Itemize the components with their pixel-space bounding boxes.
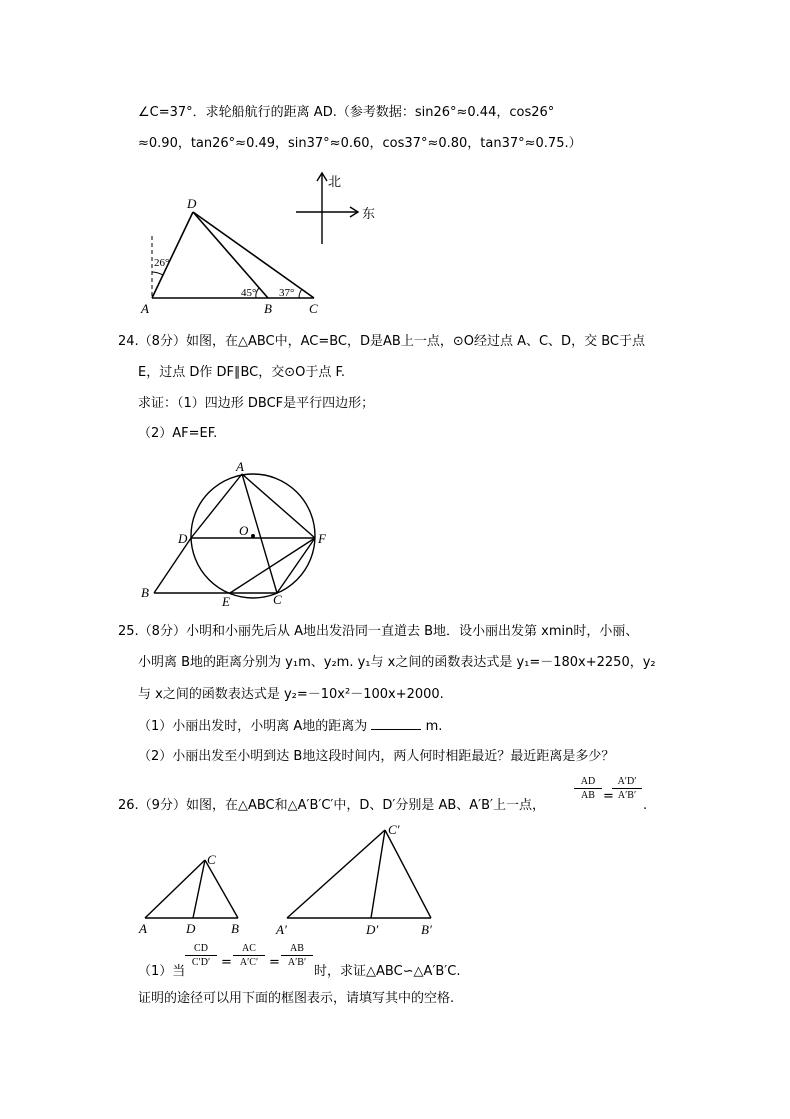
q26-label-D-prime: D′ [366,922,379,937]
east-label: 东 [362,206,376,221]
q24-label-D: D [178,531,188,546]
q24-line-4: （2）AF=EF. [138,426,218,441]
q26-fraction-ac: $\frac{AC}{A'C'}$ [233,943,265,968]
q23-angle-26: 26° [154,257,170,269]
q25-part1-text: （1）小丽出发时，小明离 A地的距离为 [138,719,368,734]
q24-label-C: C [273,592,282,607]
q24-label-E: E [222,594,230,609]
q23-label-D: D [187,196,197,211]
q26-line-1: 26.（9分）如图，在△ABC和△A′B′C′中，D、D′分别是 AB、A′B′上一点， [118,798,545,813]
q25-line-1: 25.（8分）小明和小丽先后从 A地出发沿同一直道去 B地．设小丽出发第 xmin时，小丽、 [118,624,639,639]
q25-line-5: （2）小丽出发至小明到达 B地这段时间内，两人何时相距最近？最近距离是多少？ [138,749,615,764]
q26-eq-1: = [221,955,232,970]
q26-part1-prefix: （1）当 [138,964,186,979]
q23-angle-37: 37° [279,287,295,299]
q23-angle-45: 45° [241,287,257,299]
q26-eq-2: = [269,955,280,970]
q26-line-3: 证明的途径可以用下面的框图表示，请填写其中的空格. [138,991,455,1006]
q26-label-A-prime: A′ [276,922,287,937]
q24-line-3: 求证：（1）四边形 DBCF是平行四边形； [138,396,375,411]
north-label: 北 [328,174,342,189]
q26-label-B-prime: B′ [421,922,432,937]
q23-line-2: ≈0.90，tan26°≈0.49，sin37°≈0.60，cos37°≈0.80，tan37°≈0.75.） [138,136,582,151]
q25-line-3: 与 x之间的函数表达式是 y₂=－10x²－100x+2000. [138,687,444,702]
q23-label-C: C [309,301,318,316]
q26-label-D: D [186,921,196,936]
q26-fraction-ab: $\frac{AB}{A'B'}$ [281,943,313,968]
q26-label-C: C [207,852,216,867]
q25-line-2: 小明离 B地的距离分别为 y₁m、y₂m. y₁与 x之间的函数表达式是 y₁=－180x+2250，y₂ [138,655,656,670]
q26-fraction-ad2-ab2: $\frac{A'D'}{A'B'}$ [612,776,642,801]
q24-label-F: F [318,531,326,546]
q26-fraction-ad-ab: $\frac{AD}{AB}$ [574,776,602,801]
q26-label-B: B [231,921,239,936]
q24-line-2: E，过点 D作 DF∥BC，交⊙O于点 F. [138,365,346,380]
q23-label-B: B [264,301,272,316]
q26-line-1-end: . [643,798,648,813]
q24-line-1: 24.（8分）如图，在△ABC中，AC=BC，D是AB上一点，⊙O经过点 A、C、D，交 BC于点 [118,334,645,349]
q26-frac-eq: = [603,789,614,804]
q25-part1-unit: m. [425,719,443,734]
q23-label-A: A [141,301,149,316]
q26-part1-text: 时，求证△ABC∽△A′B′C. [314,964,461,979]
q26-label-A: A [139,921,147,936]
q26-fraction-cd: $\frac{CD}{C'D'}$ [185,943,217,968]
q23-line-1: ∠C=37°．求轮船航行的距离 AD.（参考数据：sin26°≈0.44，cos26° [138,105,555,120]
q24-label-B: B [141,585,149,600]
q24-label-A: A [236,459,244,474]
q24-label-O: O [239,523,249,538]
q26-label-C-prime: C′ [388,822,400,837]
